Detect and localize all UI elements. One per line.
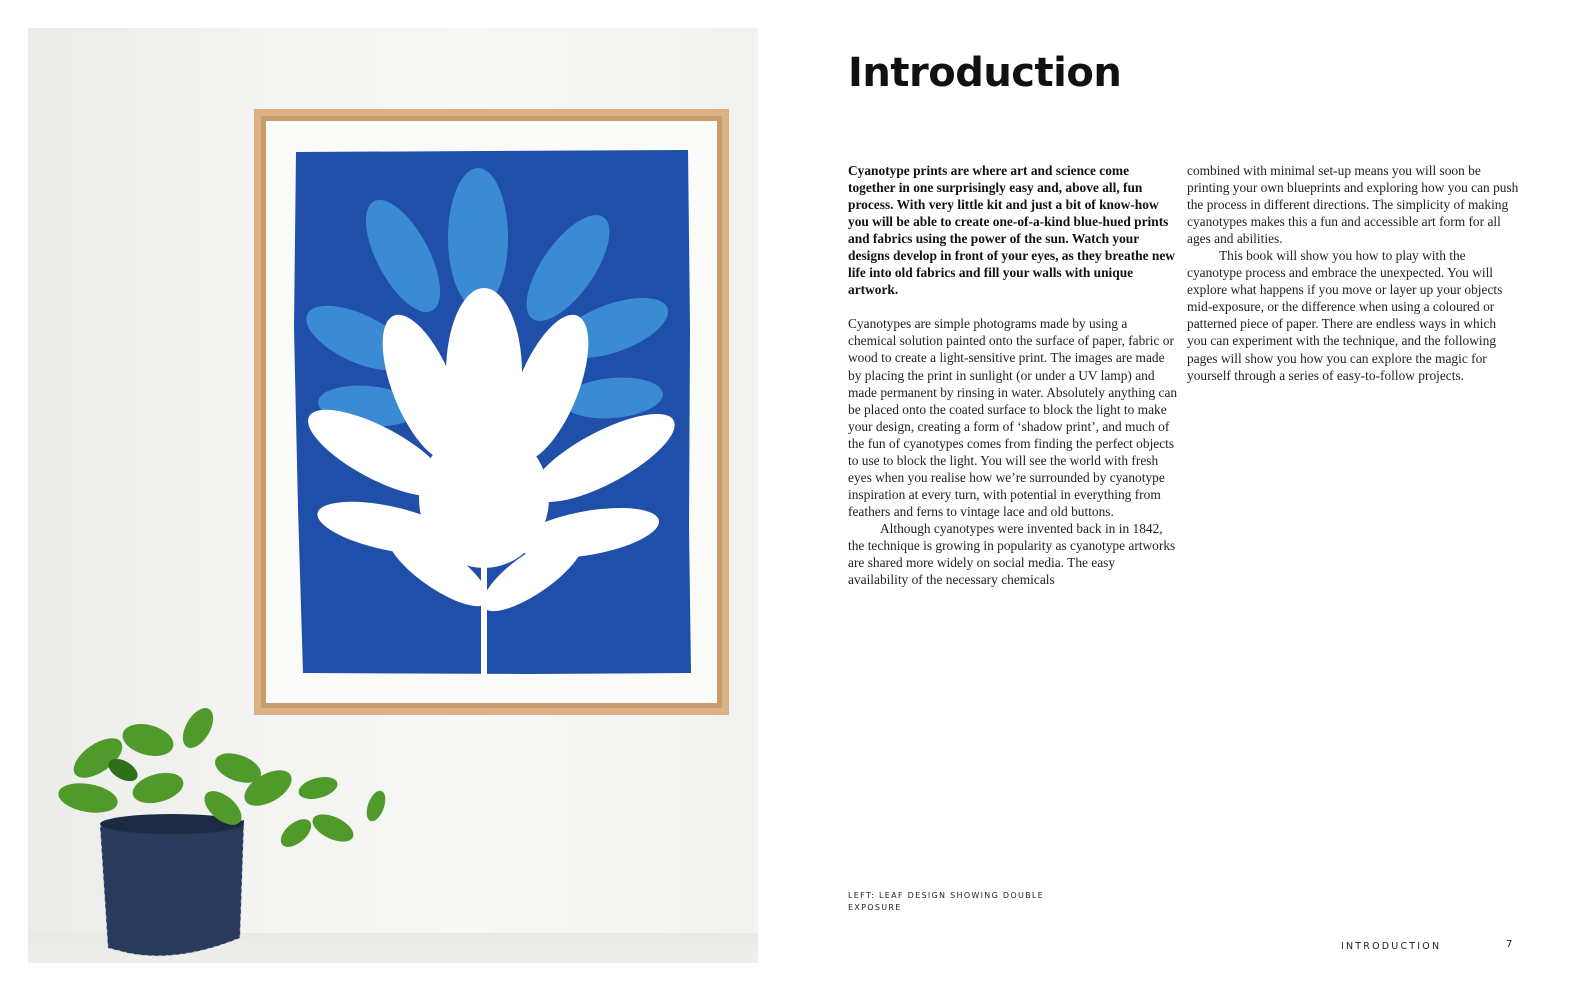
page-title: Introduction bbox=[848, 50, 1122, 96]
photo-illustration bbox=[28, 28, 758, 963]
body-paragraph: This book will show you how to play with the cyanotype process and embrace the unexpected. You will explore what happens if you move or layer up your objects mid-exposure, or the difference when using a coloured or patterned piece of paper. There are endless ways in which you can experiment with the technique, and the following pages will show you how you can explore the magic for yourself through a series of easy-to-follow projects. bbox=[1187, 248, 1503, 383]
photo-caption: LEFT: LEAF DESIGN SHOWING DOUBLE EXPOSURE bbox=[848, 891, 1045, 912]
body-column-left bbox=[848, 162, 1178, 588]
body-paragraph: Although cyanotypes were invented back in in 1842, the technique is growing in popularity as cyanotype artworks are shared more widely on social media. The easy availability of the necessary chemicals bbox=[848, 520, 1176, 588]
plant-pot bbox=[100, 814, 244, 956]
body-paragraph: combined with minimal set-up means you will soon be printing your own blueprints and exploring how you can push the process in different directions. The simplicity of making cyanotypes makes this a fun and accessible art form for all ages and abilities. bbox=[1187, 163, 1519, 247]
cyanotype-photo bbox=[28, 28, 758, 963]
page-number: 7 bbox=[1506, 939, 1513, 950]
running-footer-section: INTRODUCTION bbox=[1341, 941, 1442, 952]
lead-paragraph: Cyanotype prints are where art and science come together in one surprisingly easy and, above all, fun process. With very little kit and just a bit of know-how you will be able to create one-of-a-kind blue-hued prints and fabrics using the power of the sun. Watch your designs develop in front of your eyes, as they breathe new life into old fabrics and fill your walls with unique artwork. bbox=[848, 163, 1175, 298]
body-column-right bbox=[1187, 162, 1519, 384]
body-paragraph: Cyanotypes are simple photograms made by using a chemical solution painted onto the surface of paper, fabric or wood to create a light-sensitive print. The images are made by placing the print in sunlight (or under a UV lamp) and made permanent by rinsing in water. Absolutely anything can be placed onto the coated surface to block the light to make your design, creating a form of ‘shadow print’, and much of the fun of cyanotypes comes from finding the perfect objects to use to block the light. You will see the world with fresh eyes when you realise how we’re surrounded by cyanotype inspiration at every turn, with potential in everything from feathers and ferns to vintage lace and old buttons. bbox=[848, 316, 1178, 519]
